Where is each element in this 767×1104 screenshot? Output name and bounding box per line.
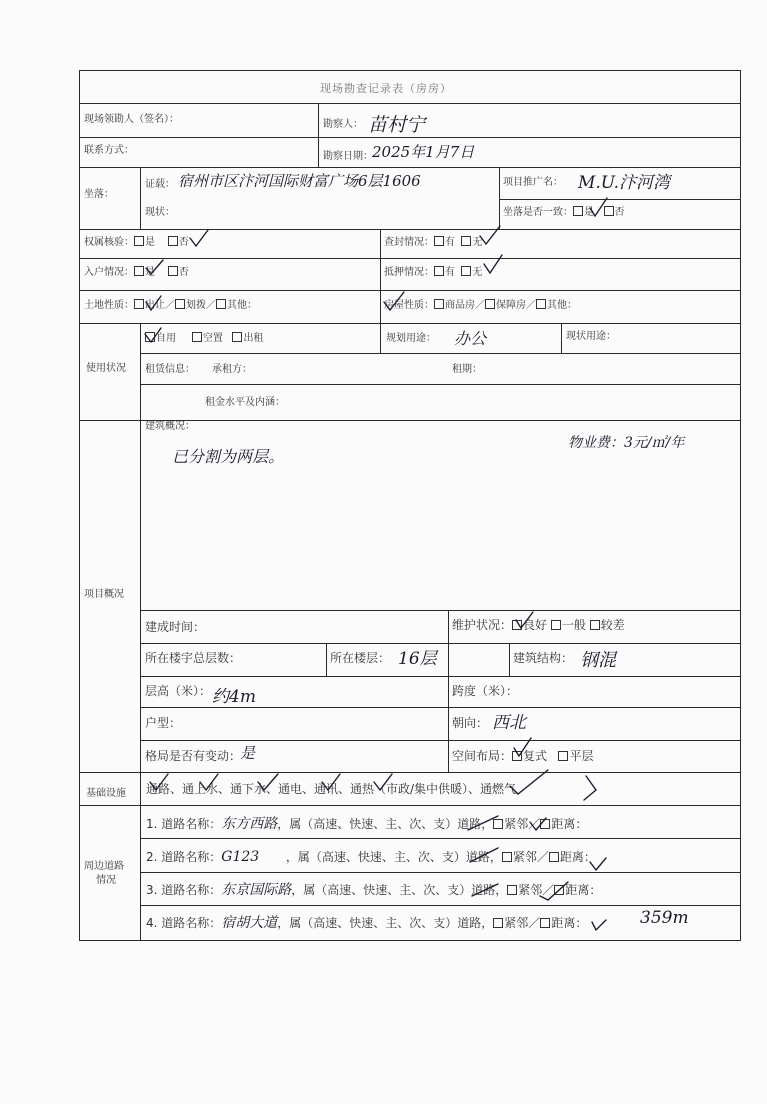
promo-name: M.U.汴河湾 [578, 173, 670, 193]
building-note: 已分割为两层。 [172, 447, 285, 466]
consistent-group: 坐落是否一致： 是 否 [503, 207, 625, 218]
surveyor-label: 现场领勘人（签名）： [84, 114, 179, 125]
lease-term-label: 租期： [452, 364, 482, 375]
layout-change-value: 是 [240, 744, 256, 762]
road4-distance-value: 359m [640, 908, 689, 928]
form-title: 现场勘查记录表（房房） [320, 82, 452, 95]
check-infra-road [150, 774, 168, 790]
check-land-transfer [146, 296, 161, 310]
survey-date: 2025年1月7日 [372, 143, 475, 161]
actual-use-label: 现状用途： [566, 331, 616, 342]
maintenance-group: 维护状况： 良好 一般 较差 [452, 618, 625, 632]
occupancy-group: 入户情况： 是 否 [84, 267, 189, 278]
road-row-4: 4. 道路名称：宿胡大道，属（高速、快速、主、次、支）道路， 紧邻／ 距离： [146, 915, 588, 931]
rent-label: 租金水平及内涵： [205, 397, 285, 408]
check-road3-adjacent [540, 882, 568, 900]
structure-label: 建筑结构： [513, 651, 574, 665]
usage-section-label: 使用状况 [86, 363, 126, 374]
road-row-2: 2. 道路名称：G123 ，属（高速、快速、主、次、支）道路， 紧邻／ 距离： [146, 849, 596, 865]
strike-road2 [470, 848, 498, 862]
check-infra-drain [258, 774, 278, 790]
infra-items: 通路、通上水、通下水、通电、通讯、通热（市政/集中供暖）、通燃气 [146, 782, 517, 796]
road2-name: G123 [221, 849, 260, 865]
orientation-label: 朝向： [452, 716, 489, 730]
floor-label: 所在楼层： [330, 651, 391, 665]
road4-name: 宿胡大道 [221, 915, 278, 931]
unit-type-label: 户型： [145, 716, 182, 730]
total-floors-label: 所在楼宇总层数： [145, 651, 242, 665]
road1-name: 东方西路 [221, 816, 278, 832]
check-road4-distance [592, 920, 606, 930]
project-section-label: 项目概况 [84, 589, 124, 600]
check-road1-adjacent [530, 818, 546, 830]
road-row-3: 3. 道路名称：东京国际路，属（高速、快速、主、次、支）道路， 紧邻／ 距离： [146, 882, 602, 898]
mortgage-group: 抵押情况： 有 无 [384, 267, 483, 278]
cert-address: 宿州市区汴河国际财富广场6层1606 [178, 172, 421, 190]
lease-info-label: 租赁信息： [145, 364, 195, 375]
lessee-label: 承租方： [212, 364, 252, 375]
land-group: 土地性质： 出让／ 划拨／ 其他： [84, 300, 257, 311]
check-house-commercial [384, 292, 404, 310]
address-label: 坐落： [84, 189, 114, 200]
check-ownership-no [190, 230, 208, 246]
layout-change-label: 格局是否有变动： [145, 749, 242, 763]
strike-road1 [468, 816, 498, 830]
check-occupancy-yes [146, 260, 163, 274]
planned-use-label: 规划用途： [386, 333, 436, 344]
current-label: 现状： [145, 207, 175, 218]
check-infra-water [200, 774, 218, 790]
built-time-label: 建成时间： [145, 620, 206, 634]
ownership-group: 权属核验： 是 否 [84, 237, 189, 248]
height-value: 约4m [212, 687, 256, 707]
contact-label: 联系方式： [84, 145, 134, 156]
orientation-value: 西北 [492, 713, 526, 733]
inspector-signature: 苗村宁 [368, 114, 426, 136]
road-section-label: 周边道路 情况 [84, 861, 124, 886]
seal-group: 查封情况： 有 无 [384, 237, 483, 248]
check-seal-no [480, 226, 500, 244]
planned-use-value: 办公 [454, 329, 487, 348]
check-consistent-yes [590, 198, 607, 216]
check-infra-heat [510, 770, 548, 794]
check-infra-power [322, 774, 340, 790]
structure-value: 钢混 [580, 650, 616, 671]
check-infra-gas [584, 776, 596, 800]
span-label: 跨度（米）： [452, 684, 519, 698]
cert-label: 证载： [145, 179, 175, 190]
check-infra-telecom [374, 774, 392, 790]
inspector-label: 勘察人： [323, 119, 363, 130]
date-label: 勘察日期： [323, 151, 373, 162]
infra-section-label: 基础设施 [86, 788, 126, 799]
check-mortgage-no [484, 255, 502, 273]
road3-name: 东京国际路 [221, 882, 292, 898]
check-road2-distance [590, 858, 606, 870]
road-row-1: 1. 道路名称：东方西路，属（高速、快速、主、次、支）道路， 紧邻／ 距离： [146, 816, 588, 832]
floor-value: 16层 [398, 649, 437, 669]
check-spatial-duplex [514, 738, 531, 756]
strike-road3 [472, 884, 498, 896]
spatial-group: 空间布局： 复式 平层 [452, 749, 594, 763]
building-label: 建筑概况： [145, 421, 195, 432]
property-fee-note: 物业费：3元/㎡/年 [568, 435, 685, 451]
usage-options: 自用 空置 出租 [145, 332, 263, 346]
house-group: 房屋性质： 商品房／ 保障房／ 其他： [384, 300, 577, 311]
check-usage-self [145, 328, 161, 342]
height-label: 层高（米）： [145, 684, 212, 698]
check-maint-good [516, 612, 533, 628]
promo-label: 项目推广名： [503, 177, 563, 188]
